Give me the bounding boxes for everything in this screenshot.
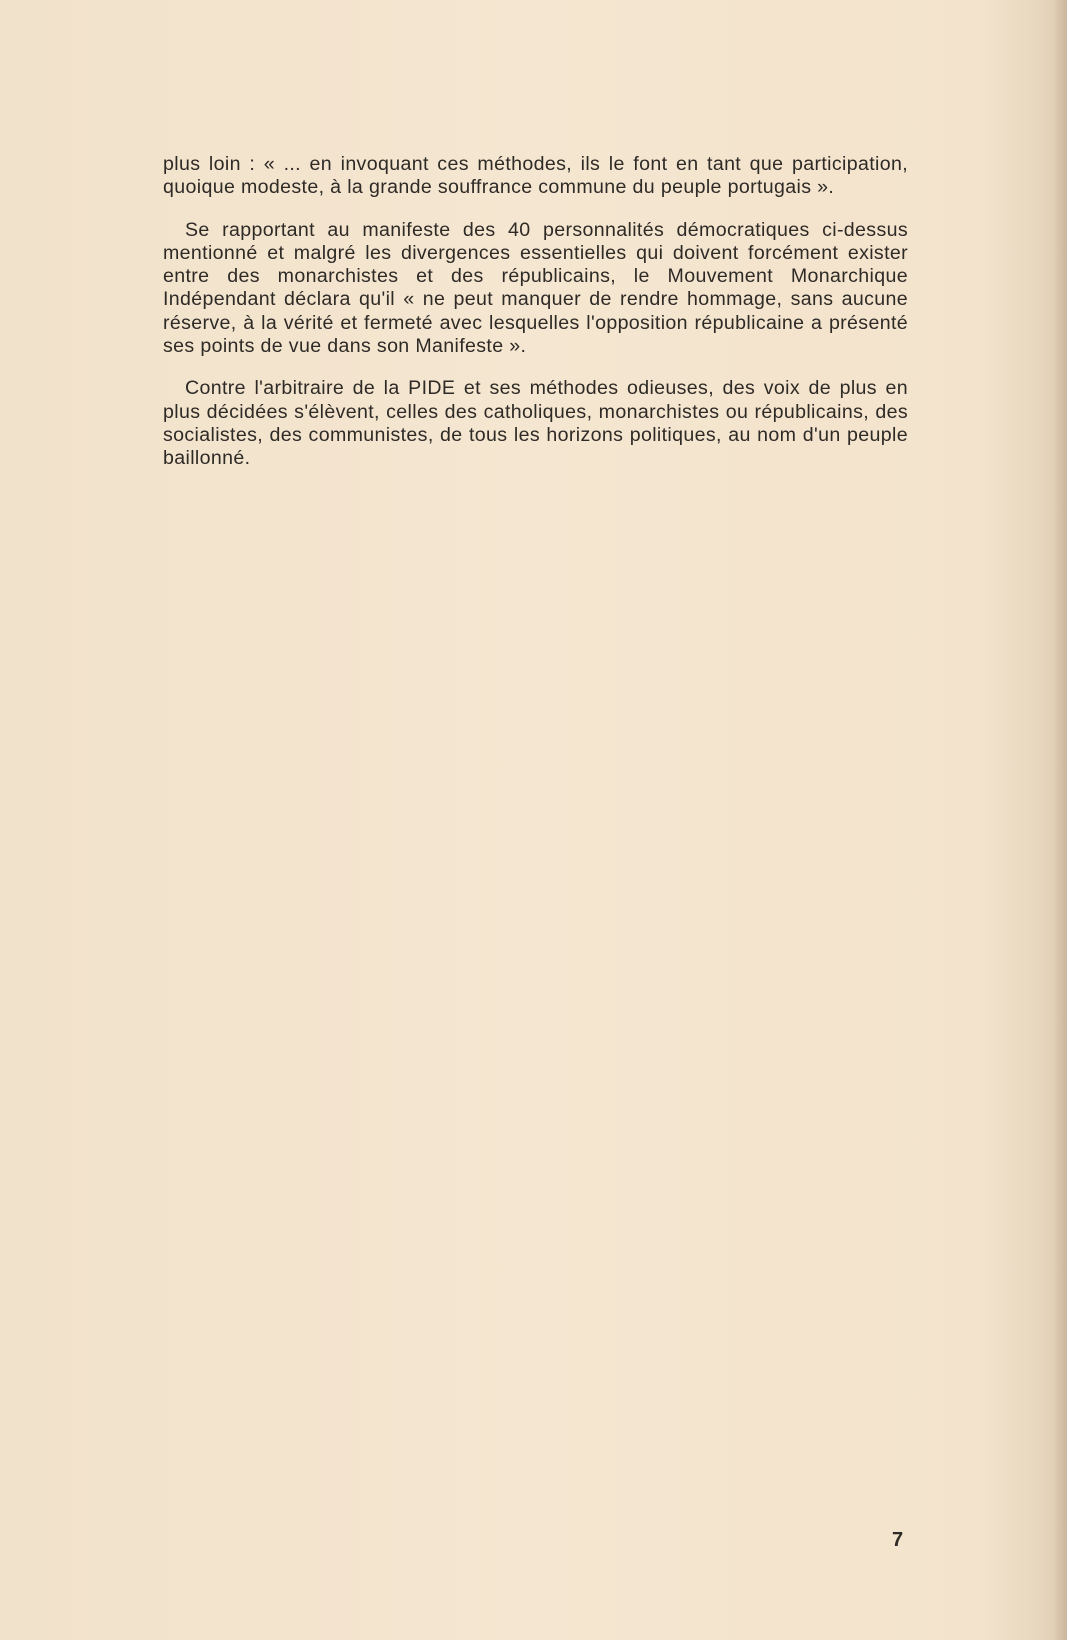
paragraph-1: plus loin : « ... en invoquant ces méthodes, ils le font en tant que participation, quoique modeste, à la grande souffrance commune du peuple portugais ».	[163, 153, 908, 199]
page-edge-shadow	[1053, 0, 1067, 1640]
paragraph-3: Contre l'arbitraire de la PIDE et ses méthodes odieuses, des voix de plus en plus décidées s'élèvent, celles des catholiques, monarchistes ou républicains, des socialistes, des communistes, de tous les horizons politiques, au nom d'un peuple baillonné.	[163, 377, 908, 470]
page-number: 7	[892, 1529, 904, 1551]
body-text	[163, 153, 908, 490]
paragraph-2: Se rapportant au manifeste des 40 personnalités démocratiques ci-dessus mentionné et malgré les divergences essentielles qui doivent forcément exister entre des monarchistes et des républicains, le Mouvement Monarchique Indépendant déclara qu'il « ne peut manquer de rendre hommage, sans aucune réserve, à la vérité et fermeté avec lesquelles l'opposition républicaine a présenté ses points de vue dans son Manifeste ».	[163, 218, 908, 358]
